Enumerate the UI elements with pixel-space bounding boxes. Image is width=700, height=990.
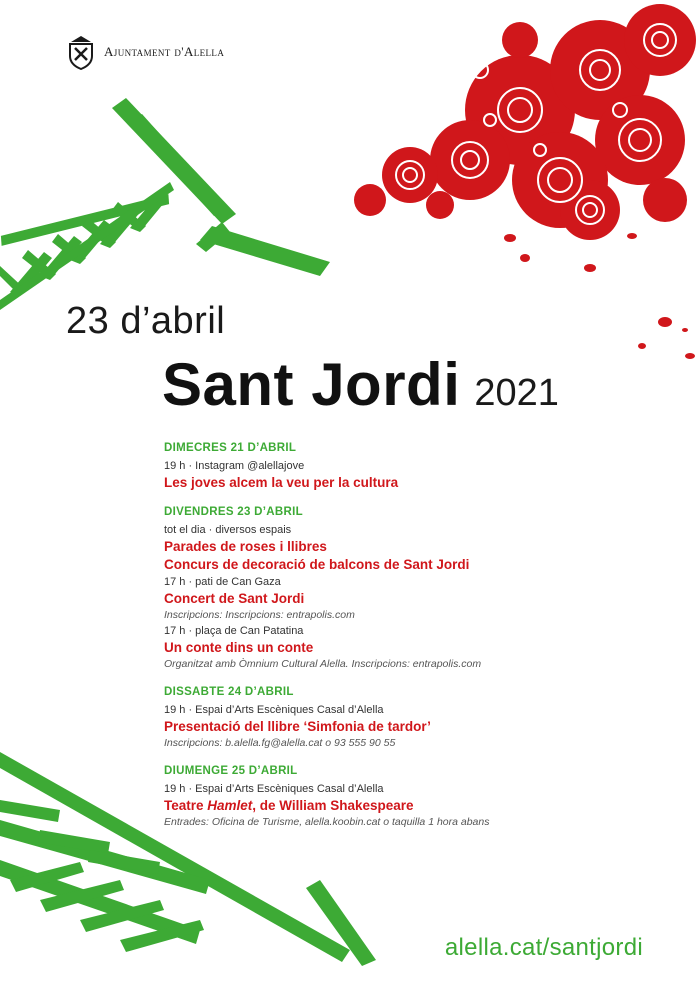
event-note: Inscripcions: b.alella.fg@alella.cat o 93 555 90 55 [164, 737, 396, 749]
event-name: Les joves alcem la veu per la cultura [164, 475, 399, 490]
day-heading: DIVENDRES 23 D’ABRIL [164, 506, 303, 518]
roses-cluster [354, 4, 696, 359]
day-section [164, 763, 644, 830]
event-note: Organitzat amb Òmnium Cultural Alella. Inscripcions: entrapolis.com [164, 658, 482, 670]
wheat-arrow-top-left [0, 98, 330, 310]
event-title: Sant Jordi [162, 351, 461, 418]
event-note: Entrades: Oficina de Turisme, alella.koobin.cat o taquilla 1 hora abans [164, 816, 490, 828]
event-year: 2021 [474, 372, 559, 414]
logo-text: Ajuntament d'Alella [104, 44, 225, 59]
event-info: 17 h · plaça de Can Patatina [164, 625, 304, 637]
day-section [164, 440, 644, 492]
coat-of-arms-icon [66, 34, 96, 70]
day-section [164, 504, 644, 672]
event-date: 23 d’abril [66, 300, 226, 342]
website-link[interactable]: alella.cat/santjordi [444, 934, 643, 961]
day-heading: DIMECRES 21 D’ABRIL [164, 442, 297, 454]
event-info: 19 h · Instagram @alellajove [164, 460, 305, 472]
event-name: Presentació del llibre ‘Simfonia de tardor’ [164, 719, 431, 734]
day-heading: DISSABTE 24 D’ABRIL [164, 686, 294, 698]
day-section [164, 684, 644, 751]
event-name-suffix: , de William Shakespeare [252, 798, 414, 813]
event-name: Concert de Sant Jordi [164, 591, 305, 606]
event-name-prefix: Teatre [164, 798, 208, 813]
event-note: Inscripcions: Inscripcions: entrapolis.com [164, 609, 355, 621]
event-name: Un conte dins un conte [164, 640, 314, 655]
logo [66, 34, 224, 70]
event-name: Parades de roses i llibres [164, 539, 327, 554]
event-info: tot el dia · diversos espais [164, 524, 292, 536]
event-info: 17 h · pati de Can Gaza [164, 576, 281, 588]
event-info: 19 h · Espai d’Arts Escèniques Casal d’Alella [164, 704, 384, 716]
title-line [162, 350, 559, 419]
event-name [164, 797, 644, 815]
event-name: Concurs de decoració de balcons de Sant Jordi [164, 557, 470, 572]
program [164, 440, 644, 842]
event-name-italic: Hamlet [207, 798, 253, 813]
event-info: 19 h · Espai d’Arts Escèniques Casal d’Alella [164, 783, 384, 795]
day-heading: DIUMENGE 25 D’ABRIL [164, 765, 298, 777]
